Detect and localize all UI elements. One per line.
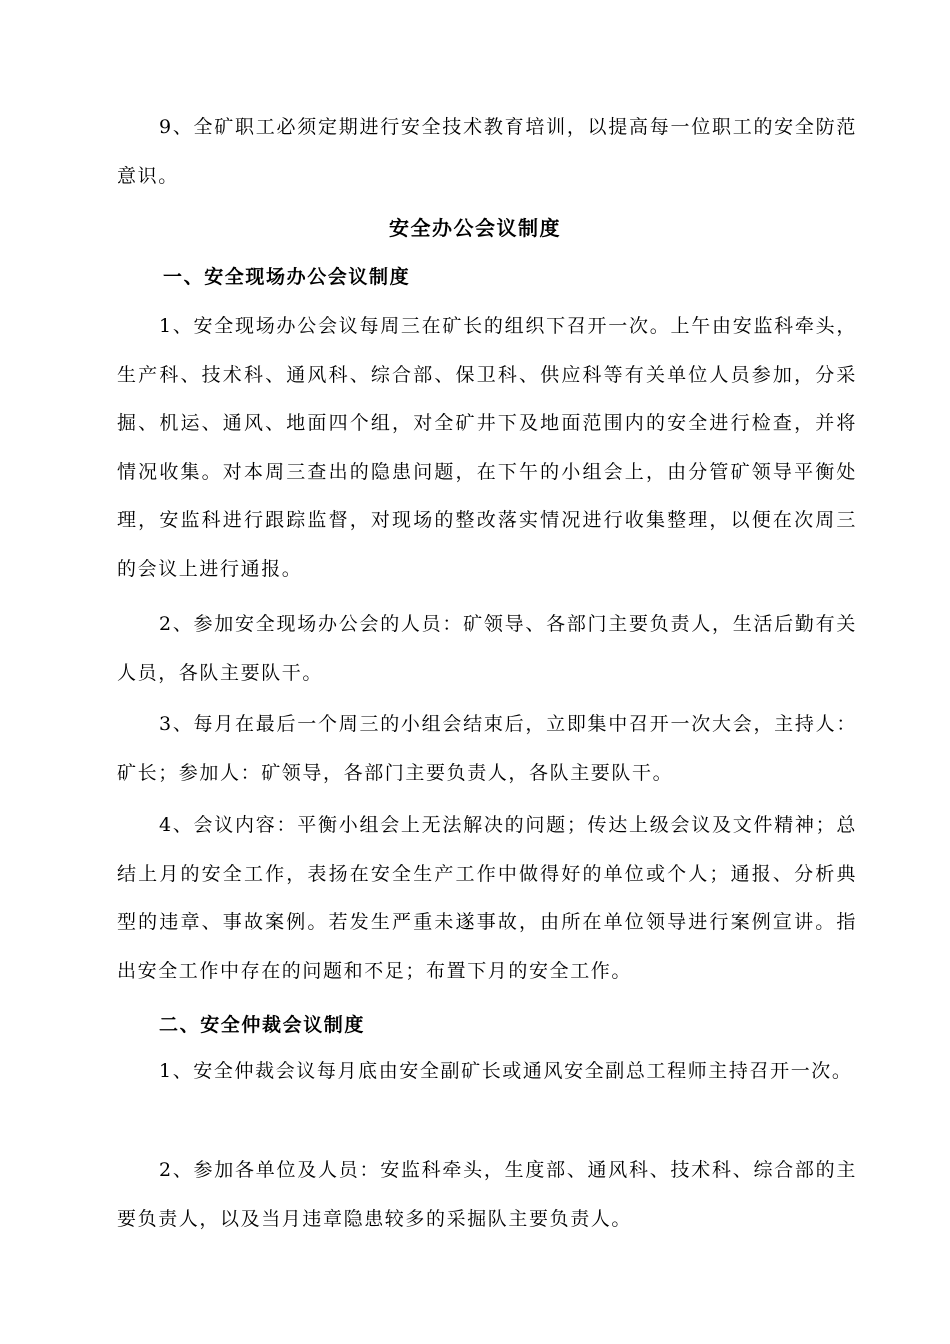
section-heading-2: 二、安全仲裁会议制度 bbox=[159, 1014, 366, 1036]
paragraph-9: 9、全矿职工必须定期进行安全技术教育培训，以提高每一位职工的安全防范意识。 bbox=[117, 116, 857, 187]
section1-paragraph-2: 2、参加安全现场办公会的人员：矿领导、各部门主要负责人，生活后勤有关人员，各队主要队干。 bbox=[117, 613, 857, 684]
section1-paragraph-3: 3、每月在最后一个周三的小组会结束后，立即集中召开一次大会，主持人：矿长；参加人：矿领导，各部门主要负责人，各队主要队干。 bbox=[117, 713, 857, 784]
document-title: 安全办公会议制度 bbox=[389, 216, 561, 240]
section-heading-1: 一、安全现场办公会议制度 bbox=[163, 266, 411, 288]
section2-paragraph-1: 1、安全仲裁会议每月底由安全副矿长或通风安全副总工程师主持召开一次。 bbox=[159, 1060, 853, 1082]
section2-paragraph-2: 2、参加各单位及人员：安监科牵头，生度部、通风科、技术科、综合部的主要负责人，以及当月违章隐患较多的采掘队主要负责人。 bbox=[117, 1159, 857, 1230]
section1-paragraph-1: 1、安全现场办公会议每周三在矿长的组织下召开一次。上午由安监科牵头，生产科、技术科、通风科、综合部、保卫科、供应科等有关单位人员参加，分采掘、机运、通风、地面四个组，对全矿井下及地面范围内的安全进行检查，并将情况收集。对本周三查出的隐患问题，在下午的小组会上，由分管矿领导平衡处理，安监科进行跟踪监督，对现场的整改落实情况进行收集整理，以便在次周三的会议上进行通报。 bbox=[117, 315, 857, 580]
section1-paragraph-4: 4、会议内容：平衡小组会上无法解决的问题；传达上级会议及文件精神；总结上月的安全工作，表扬在安全生产工作中做得好的单位或个人；通报、分析典型的违章、事故案例。若发生严重未遂事故，由所在单位领导进行案例宣讲。指出安全工作中存在的问题和不足；布置下月的安全工作。 bbox=[117, 814, 857, 982]
